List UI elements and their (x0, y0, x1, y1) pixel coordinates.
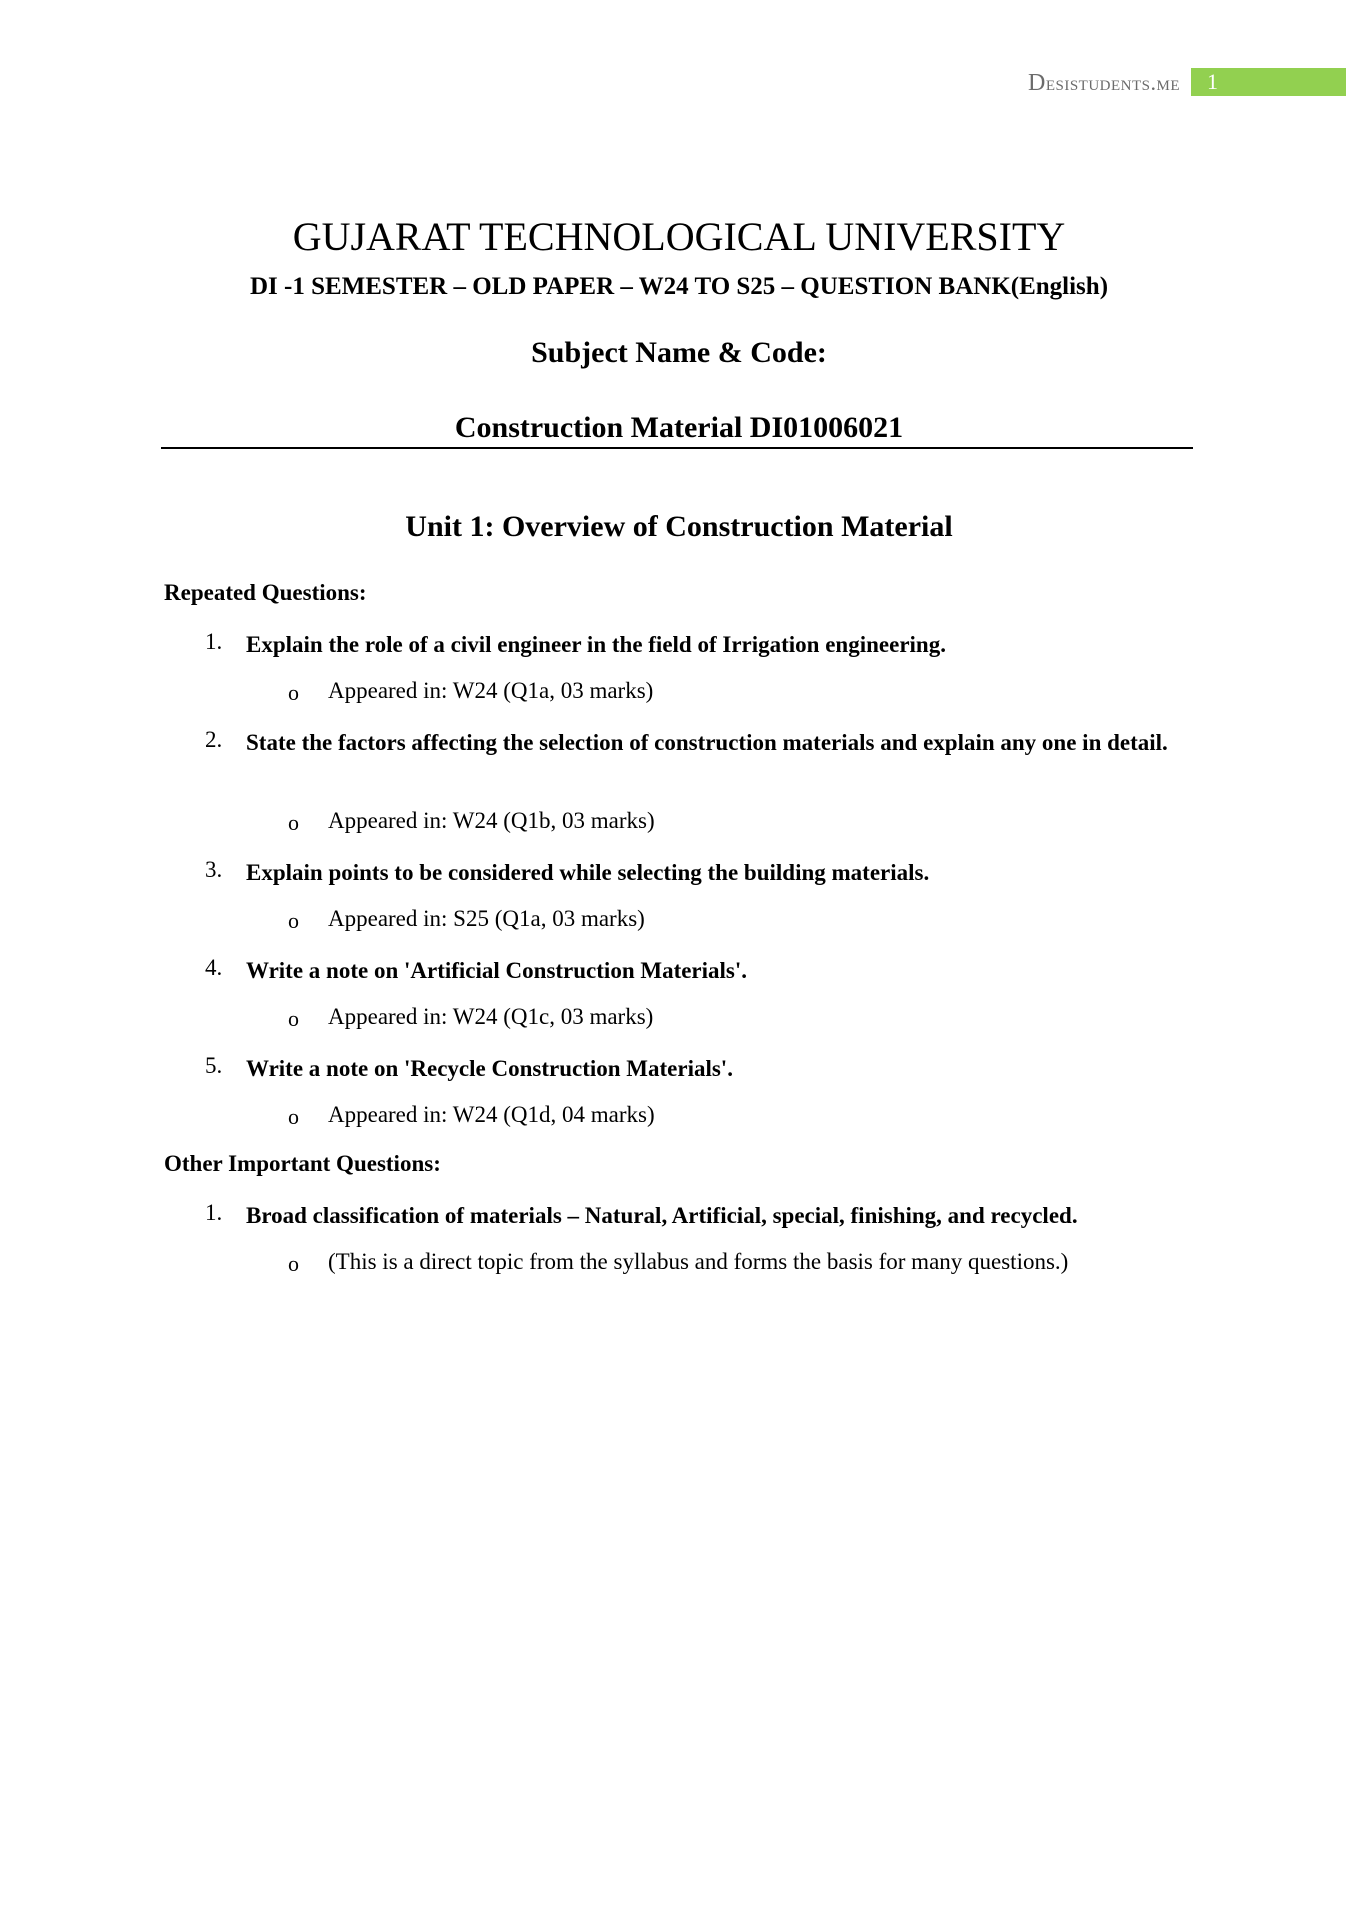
other-questions-heading: Other Important Questions: (164, 1151, 441, 1176)
question-text: Write a note on 'Artificial Construction Materials'. (246, 958, 748, 983)
appeared-in: Appeared in: S25 (Q1a, 03 marks) (328, 906, 645, 931)
appeared-in: Appeared in: W24 (Q1d, 04 marks) (328, 1102, 655, 1127)
bullet-icon: o (288, 908, 299, 933)
site-name (1028, 70, 1180, 97)
question-number: 4. (205, 955, 223, 980)
question-number: 3. (205, 857, 223, 882)
page-title: GUJARAT TECHNOLOGICAL UNIVERSITY (292, 214, 1066, 259)
bullet-icon: o (288, 810, 299, 835)
unit-title: Unit 1: Overview of Construction Material (405, 510, 953, 543)
site-name-rest: esistudents.me (1045, 70, 1180, 95)
question-text: Explain points to be considered while selecting the building materials. (246, 860, 930, 885)
question-text: Explain the role of a civil engineer in the field of Irrigation engineering. (246, 632, 946, 657)
question-text: Write a note on 'Recycle Construction Materials'. (246, 1056, 733, 1081)
bullet-icon: o (288, 1006, 299, 1031)
appeared-in: Appeared in: W24 (Q1c, 03 marks) (328, 1004, 654, 1029)
page-number: 1 (1191, 68, 1346, 96)
subject-label: Subject Name & Code: (531, 336, 827, 369)
repeated-questions-heading: Repeated Questions: (164, 580, 367, 605)
appeared-in: Appeared in: W24 (Q1a, 03 marks) (328, 678, 654, 703)
bullet-icon: o (288, 1104, 299, 1129)
question-number: 2. (205, 727, 223, 752)
bullet-icon: o (288, 680, 299, 705)
question-text: Broad classification of materials – Natural, Artificial, special, finishing, and recycled. (246, 1203, 1078, 1228)
bullet-icon: o (288, 1251, 299, 1276)
question-number: 1. (205, 1200, 223, 1225)
question-note: (This is a direct topic from the syllabus and forms the basis for many questions.) (328, 1249, 1069, 1274)
horizontal-rule (161, 447, 1193, 449)
question-number: 1. (205, 629, 223, 654)
question-number: 5. (205, 1053, 223, 1078)
site-name-initial: D (1027, 70, 1046, 96)
subject-name: Construction Material DI01006021 (454, 411, 904, 444)
question-text: State the factors affecting the selection of construction materials and explain any one in detail. (246, 730, 1168, 755)
appeared-in: Appeared in: W24 (Q1b, 03 marks) (328, 808, 655, 833)
page-subtitle: DI -1 SEMESTER – OLD PAPER – W24 TO S25 – QUESTION BANK(English) (249, 273, 1109, 300)
